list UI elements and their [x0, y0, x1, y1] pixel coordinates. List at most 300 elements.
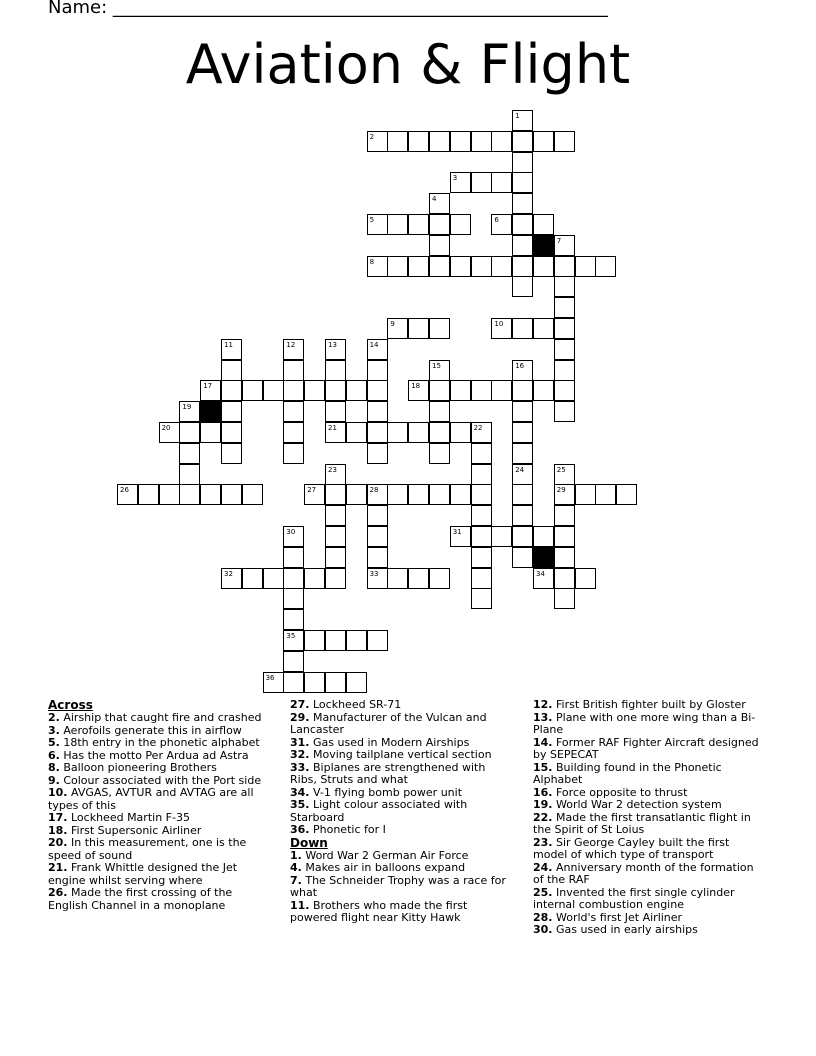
- cell-number: 25: [556, 465, 566, 474]
- puzzle-title: Aviation & Flight: [185, 33, 631, 96]
- cell-number: 13: [328, 340, 337, 349]
- cell-number: 9: [390, 320, 395, 328]
- grid-cell[interactable]: [387, 256, 408, 277]
- clue-number: 17.: [48, 811, 68, 824]
- cell-number: 24: [515, 465, 525, 474]
- grid-cell[interactable]: [283, 547, 304, 568]
- grid-cell[interactable]: [491, 380, 512, 401]
- grid-cell[interactable]: [554, 318, 575, 339]
- grid-cell[interactable]: [159, 422, 180, 443]
- grid-cell[interactable]: [387, 484, 408, 505]
- grid-cell[interactable]: [367, 526, 388, 547]
- grid-cell[interactable]: [325, 422, 346, 443]
- clue-text: Moving tailplane vertical section: [313, 748, 492, 761]
- grid-cell[interactable]: [471, 484, 492, 505]
- clue-text: Colour associated with the Port side: [63, 773, 262, 787]
- grid-cell[interactable]: [512, 131, 533, 152]
- clue: [290, 712, 512, 737]
- grid-cell[interactable]: [512, 152, 533, 173]
- clue-number: 22.: [533, 810, 553, 824]
- cell-number: 34: [536, 569, 545, 578]
- clue-number: 20.: [48, 836, 68, 849]
- cell-number: 27: [307, 486, 317, 495]
- grid-cell[interactable]: [283, 443, 304, 464]
- clue: [48, 837, 270, 862]
- grid-cell[interactable]: [346, 422, 367, 443]
- clue-number: 7.: [290, 873, 302, 887]
- clue-text: Sir George Cayley built the first model of which type of transport: [533, 835, 730, 861]
- grid-cell[interactable]: [512, 318, 533, 339]
- grid-cell[interactable]: [408, 214, 429, 235]
- grid-cell[interactable]: [367, 360, 388, 381]
- grid-cell[interactable]: [471, 568, 492, 589]
- grid-cell[interactable]: [408, 380, 429, 401]
- grid-cell[interactable]: [512, 172, 533, 193]
- grid-cell[interactable]: [512, 256, 533, 277]
- grid-cell[interactable]: [283, 568, 304, 589]
- clue-number: 23.: [533, 835, 553, 849]
- grid-cell[interactable]: [512, 464, 533, 485]
- grid-cell[interactable]: [387, 214, 408, 235]
- cell-number: 7: [556, 236, 562, 245]
- clue-number: 6.: [48, 748, 60, 762]
- grid-cell[interactable]: [367, 401, 388, 422]
- grid-cell[interactable]: [304, 630, 325, 651]
- clue-column-1: [48, 699, 270, 912]
- grid-cell[interactable]: [554, 339, 575, 360]
- grid-cell[interactable]: [512, 526, 533, 547]
- grid-cell[interactable]: [491, 214, 512, 235]
- grid-cell[interactable]: [367, 380, 388, 401]
- grid-cell[interactable]: [367, 339, 388, 360]
- clue-text: AVGAS, AVTUR and AVTAG are all types of this: [48, 786, 254, 812]
- grid-cell[interactable]: [429, 484, 450, 505]
- grid-cell[interactable]: [367, 131, 388, 152]
- grid-cell[interactable]: [346, 484, 367, 505]
- grid-cell[interactable]: [325, 526, 346, 547]
- grid-cell[interactable]: [471, 505, 492, 526]
- grid-cell[interactable]: [429, 422, 450, 443]
- cell-number: 26: [120, 486, 129, 495]
- clue-text: Light colour associated with Starboard: [290, 798, 468, 824]
- grid-cell[interactable]: [512, 547, 533, 568]
- grid-cell[interactable]: [491, 172, 512, 193]
- grid-cell[interactable]: [554, 588, 575, 609]
- clue: [290, 762, 512, 787]
- grid-cell[interactable]: [471, 172, 492, 193]
- grid-cell[interactable]: [304, 672, 325, 693]
- grid-cell[interactable]: [387, 131, 408, 152]
- clue-text: Makes air in balloons expand: [305, 861, 466, 874]
- clue: [290, 799, 512, 824]
- cell-number: 5: [369, 216, 375, 224]
- grid-cell[interactable]: [367, 256, 388, 277]
- grid-cell[interactable]: [387, 318, 408, 339]
- grid-cell[interactable]: [533, 568, 554, 589]
- grid-cell[interactable]: [429, 193, 450, 214]
- clue-column-2: [290, 699, 512, 925]
- grid-cell[interactable]: [512, 505, 533, 526]
- grid-cell[interactable]: [263, 380, 284, 401]
- grid-cell[interactable]: [512, 484, 533, 505]
- clue-text: The Schneider Trophy was a race for what: [290, 873, 506, 899]
- grid-cell[interactable]: [304, 380, 325, 401]
- grid-cell[interactable]: [325, 464, 346, 485]
- clue-number: 18.: [48, 823, 68, 837]
- grid-cell[interactable]: [554, 131, 575, 152]
- grid-cell[interactable]: [471, 464, 492, 485]
- grid-cell[interactable]: [408, 131, 429, 152]
- grid-cell[interactable]: [408, 568, 429, 589]
- cell-number: 18: [411, 382, 421, 391]
- grid-cell[interactable]: [554, 484, 575, 505]
- clue-number: 36.: [290, 823, 310, 836]
- grid-cell[interactable]: [283, 422, 304, 443]
- clue-number: 12.: [533, 698, 553, 711]
- grid-cell[interactable]: [512, 110, 533, 131]
- grid-cell[interactable]: [367, 630, 388, 651]
- clue: [533, 837, 763, 862]
- clue: [48, 887, 270, 912]
- grid-cell[interactable]: [283, 401, 304, 422]
- grid-cell[interactable]: [471, 131, 492, 152]
- black-cell: [533, 547, 554, 568]
- clue: [290, 875, 512, 900]
- clue-text: Brothers who made the first powered flight near Kitty Hawk: [290, 898, 468, 924]
- grid-cell[interactable]: [471, 526, 492, 547]
- grid-cell[interactable]: [200, 422, 221, 443]
- grid-cell[interactable]: [554, 505, 575, 526]
- clue: [290, 824, 512, 837]
- grid-cell[interactable]: [512, 380, 533, 401]
- clue-text: Lockheed Martin F-35: [71, 811, 190, 824]
- clue-text: World's first Jet Airliner: [556, 910, 683, 924]
- clue-text: Airship that caught fire and crashed: [63, 711, 262, 724]
- grid-cell[interactable]: [554, 297, 575, 318]
- grid-cell[interactable]: [450, 214, 471, 235]
- grid-cell[interactable]: [450, 380, 471, 401]
- grid-cell[interactable]: [283, 630, 304, 651]
- grid-cell[interactable]: [325, 547, 346, 568]
- grid-cell[interactable]: [450, 484, 471, 505]
- cell-number: 30: [286, 528, 296, 536]
- clue-text: Made the first transatlantic flight in the Spirit of St Loius: [533, 810, 751, 836]
- grid-cell[interactable]: [242, 568, 263, 589]
- grid-cell[interactable]: [554, 276, 575, 297]
- down-heading: Down: [290, 835, 328, 850]
- clue-text: Gas used in Modern Airships: [313, 735, 470, 749]
- grid-cell[interactable]: [325, 505, 346, 526]
- cell-number: 11: [224, 340, 233, 349]
- grid-cell[interactable]: [221, 380, 242, 401]
- grid-cell[interactable]: [450, 172, 471, 193]
- cell-number: 8: [369, 257, 375, 266]
- grid-cell[interactable]: [221, 443, 242, 464]
- name-label: Name:: [48, 0, 108, 18]
- grid-cell[interactable]: [200, 380, 221, 401]
- grid-cell[interactable]: [221, 401, 242, 422]
- clue-number: 10.: [48, 786, 68, 799]
- grid-cell[interactable]: [450, 131, 471, 152]
- clue-number: 11.: [290, 898, 310, 912]
- cell-number: 32: [224, 569, 233, 578]
- grid-cell[interactable]: [429, 568, 450, 589]
- grid-cell[interactable]: [138, 484, 159, 505]
- grid-cell[interactable]: [367, 547, 388, 568]
- grid-cell[interactable]: [283, 339, 304, 360]
- name-underline: _______________________________________________________: [112, 0, 608, 18]
- clue-number: 35.: [290, 798, 310, 811]
- clue-text: Lockheed SR-71: [313, 698, 402, 711]
- grid-cell[interactable]: [283, 672, 304, 693]
- grid-cell[interactable]: [429, 235, 450, 256]
- grid-cell[interactable]: [263, 568, 284, 589]
- grid-cell[interactable]: [533, 318, 554, 339]
- clue-number: 21.: [48, 861, 68, 874]
- cell-number: 21: [328, 424, 337, 432]
- clue: [533, 924, 763, 937]
- clue-text: Aerofoils generate this in airflow: [63, 723, 242, 737]
- clue-text: Invented the first single cylinder internal combustion engine: [533, 885, 735, 911]
- grid-cell[interactable]: [471, 588, 492, 609]
- cell-number: 6: [494, 216, 499, 224]
- clue-number: 34.: [290, 785, 310, 799]
- clue-text: Frank Whittle designed the Jet engine whilst serving where: [48, 861, 238, 887]
- cell-number: 31: [452, 528, 462, 536]
- clue: [533, 712, 763, 737]
- grid-cell[interactable]: [179, 422, 200, 443]
- clue-number: 25.: [533, 885, 553, 899]
- grid-cell[interactable]: [512, 401, 533, 422]
- grid-cell[interactable]: [408, 318, 429, 339]
- cell-number: 10: [494, 320, 504, 328]
- grid-cell[interactable]: [429, 318, 450, 339]
- grid-cell[interactable]: [554, 401, 575, 422]
- grid-cell[interactable]: [325, 401, 346, 422]
- grid-cell[interactable]: [367, 443, 388, 464]
- grid-cell[interactable]: [616, 484, 637, 505]
- grid-cell[interactable]: [554, 380, 575, 401]
- grid-cell[interactable]: [554, 526, 575, 547]
- grid-cell[interactable]: [491, 526, 512, 547]
- across-heading: Across: [48, 698, 93, 712]
- grid-cell[interactable]: [512, 276, 533, 297]
- grid-cell[interactable]: [491, 318, 512, 339]
- grid-cell[interactable]: [325, 568, 346, 589]
- grid-cell[interactable]: [346, 672, 367, 693]
- grid-cell[interactable]: [179, 443, 200, 464]
- grid-cell[interactable]: [367, 422, 388, 443]
- clue: [533, 812, 763, 837]
- clue-text: V-1 flying bomb power unit: [313, 785, 463, 799]
- clue-number: 24.: [533, 860, 553, 874]
- grid-cell[interactable]: [554, 256, 575, 277]
- grid-cell[interactable]: [242, 484, 263, 505]
- grid-cell[interactable]: [283, 609, 304, 630]
- grid-cell[interactable]: [221, 360, 242, 381]
- clue-number: 32.: [290, 748, 310, 761]
- grid-cell[interactable]: [471, 443, 492, 464]
- clue-number: 13.: [533, 710, 553, 724]
- cell-number: 20: [161, 424, 171, 432]
- cell-number: 3: [452, 174, 458, 183]
- grid-cell[interactable]: [533, 131, 554, 152]
- clue-text: Biplanes are strengthened with Ribs, Struts and what: [290, 760, 486, 786]
- grid-cell[interactable]: [408, 422, 429, 443]
- grid-cell[interactable]: [429, 360, 450, 381]
- grid-cell[interactable]: [221, 568, 242, 589]
- grid-cell[interactable]: [346, 630, 367, 651]
- grid-cell[interactable]: [533, 256, 554, 277]
- grid-cell[interactable]: [554, 464, 575, 485]
- grid-cell[interactable]: [595, 484, 616, 505]
- clue-number: 15.: [533, 760, 553, 774]
- grid-cell[interactable]: [221, 484, 242, 505]
- grid-cell[interactable]: [179, 484, 200, 505]
- grid-cell[interactable]: [554, 360, 575, 381]
- grid-cell[interactable]: [325, 339, 346, 360]
- grid-cell[interactable]: [471, 256, 492, 277]
- clue-number: 33.: [290, 760, 310, 774]
- grid-cell[interactable]: [512, 193, 533, 214]
- grid-cell[interactable]: [117, 484, 138, 505]
- grid-cell[interactable]: [575, 256, 596, 277]
- grid-cell[interactable]: [595, 256, 616, 277]
- grid-cell[interactable]: [283, 380, 304, 401]
- clue: [290, 900, 512, 925]
- grid-cell[interactable]: [179, 464, 200, 485]
- grid-cell[interactable]: [533, 214, 554, 235]
- grid-cell[interactable]: [263, 672, 284, 693]
- clue-number: 16.: [533, 785, 553, 799]
- clue-number: 27.: [290, 698, 310, 711]
- grid-cell[interactable]: [471, 422, 492, 443]
- grid-cell[interactable]: [283, 651, 304, 672]
- grid-cell[interactable]: [367, 214, 388, 235]
- grid-cell[interactable]: [159, 484, 180, 505]
- grid-cell[interactable]: [512, 214, 533, 235]
- grid-cell[interactable]: [325, 672, 346, 693]
- clue-number: 29.: [290, 710, 310, 724]
- cell-number: 19: [182, 403, 192, 412]
- clue-text: 18th entry in the phonetic alphabet: [63, 736, 260, 749]
- grid-cell[interactable]: [471, 380, 492, 401]
- clue-text: In this measurement, one is the speed of sound: [48, 836, 247, 862]
- cell-number: 23: [328, 465, 337, 474]
- grid-cell[interactable]: [429, 256, 450, 277]
- clue-text: Manufacturer of the Vulcan and Lancaster: [290, 710, 487, 736]
- cell-number: 4: [432, 195, 437, 204]
- clue-text: Building found in the Phonetic Alphabet: [533, 760, 722, 786]
- grid-cell[interactable]: [512, 422, 533, 443]
- grid-cell[interactable]: [325, 380, 346, 401]
- grid-cell[interactable]: [429, 131, 450, 152]
- grid-cell[interactable]: [304, 484, 325, 505]
- clue-number: 9.: [48, 773, 60, 787]
- clue-number: 28.: [533, 910, 553, 924]
- grid-cell[interactable]: [221, 339, 242, 360]
- grid-cell[interactable]: [408, 256, 429, 277]
- grid-cell[interactable]: [429, 443, 450, 464]
- grid-cell[interactable]: [554, 568, 575, 589]
- cell-number: 33: [369, 569, 379, 578]
- clue-number: 19.: [533, 798, 553, 811]
- clue-number: 14.: [533, 735, 553, 749]
- cell-number: 35: [286, 632, 296, 640]
- grid-cell[interactable]: [367, 484, 388, 505]
- grid-cell[interactable]: [512, 360, 533, 381]
- clue: [48, 787, 270, 812]
- clue-number: 1.: [290, 848, 302, 862]
- grid-cell[interactable]: [325, 484, 346, 505]
- clue: [48, 862, 270, 887]
- grid-cell[interactable]: [387, 568, 408, 589]
- grid-cell[interactable]: [533, 526, 554, 547]
- clue-text: Force opposite to thrust: [556, 785, 688, 799]
- clue-text: Phonetic for I: [313, 823, 386, 836]
- grid-cell[interactable]: [533, 380, 554, 401]
- grid-cell[interactable]: [242, 380, 263, 401]
- grid-cell[interactable]: [491, 131, 512, 152]
- grid-cell[interactable]: [450, 526, 471, 547]
- grid-cell[interactable]: [429, 214, 450, 235]
- cell-number: 15: [432, 361, 441, 370]
- clue-number: 26.: [48, 886, 68, 899]
- grid-cell[interactable]: [429, 401, 450, 422]
- grid-cell[interactable]: [512, 443, 533, 464]
- clue-number: 2.: [48, 711, 60, 724]
- grid-cell[interactable]: [575, 484, 596, 505]
- grid-cell[interactable]: [471, 547, 492, 568]
- cell-number: 14: [369, 340, 379, 349]
- grid-cell[interactable]: [554, 235, 575, 256]
- grid-cell[interactable]: [325, 630, 346, 651]
- grid-cell[interactable]: [450, 256, 471, 277]
- grid-cell[interactable]: [221, 422, 242, 443]
- grid-cell[interactable]: [512, 235, 533, 256]
- grid-cell[interactable]: [283, 360, 304, 381]
- grid-cell[interactable]: [408, 484, 429, 505]
- clue-number: 4.: [290, 861, 302, 874]
- cell-number: 22: [473, 424, 483, 432]
- cell-number: 16: [515, 361, 525, 370]
- grid-cell[interactable]: [179, 401, 200, 422]
- clue-number: 3.: [48, 723, 60, 737]
- cell-number: 12: [286, 340, 296, 349]
- grid-cell[interactable]: [491, 256, 512, 277]
- grid-cell[interactable]: [554, 547, 575, 568]
- cell-number: 17: [203, 382, 213, 391]
- black-cell: [533, 235, 554, 256]
- grid-cell[interactable]: [367, 568, 388, 589]
- grid-cell[interactable]: [200, 484, 221, 505]
- grid-cell[interactable]: [450, 422, 471, 443]
- grid-cell[interactable]: [283, 588, 304, 609]
- grid-cell[interactable]: [387, 422, 408, 443]
- grid-cell[interactable]: [346, 380, 367, 401]
- grid-cell[interactable]: [575, 568, 596, 589]
- grid-cell[interactable]: [429, 380, 450, 401]
- cell-number: 29: [556, 486, 566, 495]
- grid-cell[interactable]: [367, 505, 388, 526]
- clue-text: Plane with one more wing than a Bi-Plane: [533, 710, 756, 736]
- grid-cell[interactable]: [283, 526, 304, 547]
- grid-cell[interactable]: [304, 568, 325, 589]
- clue-text: First British fighter built by Gloster: [556, 698, 746, 711]
- cell-number: 1: [515, 112, 520, 120]
- grid-cell[interactable]: [325, 360, 346, 381]
- clue: [533, 862, 763, 887]
